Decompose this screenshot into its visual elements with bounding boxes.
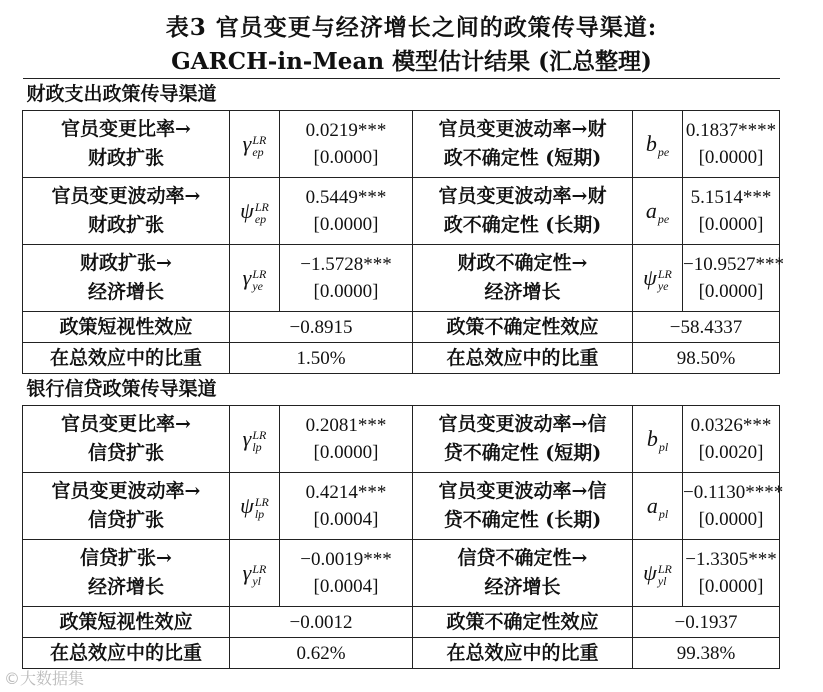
- symbol-base: γ: [242, 264, 252, 290]
- symbol-base: γ: [242, 130, 252, 156]
- symbol-subscript: ep: [252, 145, 264, 160]
- share-left-value: 0.62%: [230, 638, 413, 669]
- effect-left-label: 政策短视性效应: [23, 607, 230, 638]
- section-heading: 财政支出政策传导渠道: [23, 79, 780, 111]
- table-row: [23, 540, 780, 607]
- left-channel-label-line2: 信贷扩张: [87, 442, 164, 464]
- right-estimate-line1: 0.1837****: [685, 120, 777, 141]
- left-channel-label: [23, 245, 230, 312]
- symbol-superscript: LR: [657, 267, 672, 282]
- right-estimate: [683, 406, 780, 473]
- left-estimate-line2: [0.0004]: [313, 576, 379, 597]
- right-channel-label-line2: 经济增长: [484, 576, 561, 598]
- left-estimate: [280, 406, 413, 473]
- left-parameter-symbol: [230, 473, 280, 540]
- left-estimate-line2: [0.0000]: [313, 147, 379, 168]
- right-estimate-line2: [0.0020]: [698, 442, 764, 463]
- right-estimate-line2: [0.0000]: [698, 281, 764, 302]
- share-right-value: 98.50%: [633, 343, 780, 374]
- right-estimate-line1: −10.9527***: [683, 254, 784, 275]
- left-parameter-symbol: [230, 540, 280, 607]
- left-parameter-symbol: [230, 406, 280, 473]
- symbol-base: b: [646, 425, 658, 451]
- symbol-subscript: ye: [657, 279, 669, 294]
- left-channel-label-line1: 官员变更波动率→: [51, 480, 201, 502]
- left-channel-label: [23, 406, 230, 473]
- table-row: [23, 178, 780, 245]
- right-channel-label-line1: 官员变更波动率→信: [438, 480, 607, 502]
- right-parameter-symbol: [633, 473, 683, 540]
- effect-right-value: −58.4337: [633, 312, 780, 343]
- symbol-base: ψ: [240, 492, 254, 518]
- right-channel-label-line2: 经济增长: [484, 281, 561, 303]
- table-row: [23, 406, 780, 473]
- share-row: [23, 638, 780, 669]
- right-parameter-symbol: [633, 178, 683, 245]
- effect-right-value: −0.1937: [633, 607, 780, 638]
- right-estimate-line2: [0.0000]: [698, 214, 764, 235]
- right-parameter-symbol: [633, 245, 683, 312]
- symbol-base: b: [645, 130, 657, 156]
- left-channel-label-line1: 信贷扩张→: [80, 547, 172, 569]
- left-channel-label: [23, 111, 230, 178]
- symbol-subscript: pe: [657, 212, 670, 227]
- share-left-value: 1.50%: [230, 343, 413, 374]
- left-estimate-line2: [0.0000]: [313, 214, 379, 235]
- symbol-base: ψ: [643, 559, 657, 585]
- right-estimate-line1: −1.3305***: [685, 549, 777, 570]
- right-channel-label-line1: 信贷不确定性→: [457, 547, 588, 569]
- right-channel-label-line2: 政不确定性 (长期): [443, 214, 602, 236]
- right-estimate: [683, 245, 784, 312]
- right-channel-label: [413, 473, 633, 540]
- left-channel-label: [23, 178, 230, 245]
- left-estimate-line1: −1.5728***: [300, 254, 392, 275]
- left-channel-label-line1: 官员变更波动率→: [51, 185, 201, 207]
- right-estimate-line1: 0.0326***: [690, 415, 772, 436]
- symbol-base: a: [645, 197, 657, 223]
- right-estimate-line1: −0.1130****: [683, 482, 784, 503]
- right-estimate-line1: 5.1514***: [690, 187, 772, 208]
- results-table: [22, 78, 784, 669]
- right-parameter-symbol: [633, 540, 683, 607]
- right-estimate-line2: [0.0000]: [698, 509, 764, 530]
- symbol-superscript: LR: [252, 133, 267, 148]
- symbol-subscript: ep: [254, 212, 267, 227]
- left-channel-label-line2: 经济增长: [87, 281, 164, 303]
- right-channel-label-line1: 官员变更波动率→信: [438, 413, 607, 435]
- symbol-superscript: LR: [252, 428, 267, 443]
- table-title-line2: GARCH-in-Mean 模型估计结果 (汇总整理): [171, 48, 652, 75]
- left-channel-label-line1: 官员变更比率→: [61, 118, 191, 140]
- right-channel-label-line1: 财政不确定性→: [457, 252, 588, 274]
- effect-left-value: −0.8915: [230, 312, 413, 343]
- right-channel-label-line2: 政不确定性 (短期): [443, 147, 602, 169]
- left-channel-label: [23, 473, 230, 540]
- left-parameter-symbol: [230, 245, 280, 312]
- right-channel-label-line2: 贷不确定性 (长期): [443, 509, 602, 531]
- left-channel-label: [23, 540, 230, 607]
- left-estimate: [280, 473, 413, 540]
- share-left-label: 在总效应中的比重: [23, 343, 230, 374]
- right-parameter-symbol: [633, 406, 683, 473]
- effect-right-label: 政策不确定性效应: [413, 312, 633, 343]
- table-row: [23, 473, 780, 540]
- effect-right-label: 政策不确定性效应: [413, 607, 633, 638]
- symbol-superscript: LR: [254, 495, 269, 510]
- left-channel-label-line2: 信贷扩张: [87, 509, 164, 531]
- symbol-subscript: pl: [658, 440, 669, 455]
- symbol-subscript: lp: [254, 507, 265, 522]
- right-channel-label-line1: 官员变更波动率→财: [438, 185, 607, 207]
- section-heading-row: [23, 79, 780, 111]
- left-parameter-symbol: [230, 178, 280, 245]
- right-channel-label-line2: 贷不确定性 (短期): [443, 442, 602, 464]
- left-channel-label-line1: 财政扩张→: [80, 252, 172, 274]
- symbol-base: γ: [242, 425, 252, 451]
- right-channel-label: [413, 111, 633, 178]
- table-row: [23, 111, 780, 178]
- symbol-subscript: ye: [252, 279, 263, 294]
- effect-left-value: −0.0012: [230, 607, 413, 638]
- left-channel-label-line2: 财政扩张: [87, 147, 164, 169]
- left-estimate-line1: 0.4214***: [305, 482, 387, 503]
- left-channel-label-line2: 经济增长: [87, 576, 164, 598]
- left-estimate: [280, 540, 413, 607]
- left-estimate-line1: 0.5449***: [305, 187, 387, 208]
- table-title-line1: 表3 官员变更与经济增长之间的政策传导渠道:: [165, 14, 658, 41]
- share-row: [23, 343, 780, 374]
- right-channel-label: [413, 245, 633, 312]
- effect-row: [23, 312, 780, 343]
- table-row: [23, 245, 780, 312]
- left-estimate-line2: [0.0000]: [313, 442, 379, 463]
- right-estimate: [683, 540, 780, 607]
- symbol-base: a: [646, 492, 658, 518]
- right-channel-label-line1: 官员变更波动率→财: [438, 118, 607, 140]
- left-estimate: [280, 178, 413, 245]
- right-channel-label: [413, 406, 633, 473]
- right-estimate: [683, 178, 780, 245]
- symbol-subscript: pl: [658, 507, 669, 522]
- effect-left-label: 政策短视性效应: [23, 312, 230, 343]
- right-channel-label: [413, 178, 633, 245]
- section-heading-row: [23, 374, 780, 406]
- symbol-subscript: pe: [657, 145, 670, 160]
- right-estimate-line2: [0.0000]: [698, 147, 764, 168]
- left-channel-label-line1: 官员变更比率→: [61, 413, 191, 435]
- share-right-value: 99.38%: [633, 638, 780, 669]
- results-table-container: [22, 78, 784, 666]
- symbol-base: ψ: [240, 197, 254, 223]
- left-parameter-symbol: [230, 111, 280, 178]
- right-channel-label: [413, 540, 633, 607]
- right-estimate: [683, 473, 784, 540]
- left-estimate-line1: 0.2081***: [305, 415, 387, 436]
- symbol-superscript: LR: [254, 200, 269, 215]
- symbol-superscript: LR: [657, 562, 672, 577]
- effect-row: [23, 607, 780, 638]
- symbol-subscript: lp: [252, 440, 262, 455]
- symbol-base: ψ: [643, 264, 657, 290]
- watermark-text: ©大数据集: [4, 669, 85, 688]
- left-estimate-line1: −0.0019***: [300, 549, 392, 570]
- symbol-subscript: yl: [252, 574, 261, 589]
- right-estimate: [683, 111, 780, 178]
- share-right-label: 在总效应中的比重: [413, 343, 633, 374]
- symbol-superscript: LR: [252, 562, 267, 577]
- left-estimate-line2: [0.0004]: [313, 509, 379, 530]
- right-parameter-symbol: [633, 111, 683, 178]
- left-estimate: [280, 245, 413, 312]
- share-right-label: 在总效应中的比重: [413, 638, 633, 669]
- left-estimate-line2: [0.0000]: [313, 281, 379, 302]
- left-estimate: [280, 111, 413, 178]
- symbol-subscript: yl: [657, 574, 667, 589]
- symbol-superscript: LR: [252, 267, 267, 282]
- share-left-label: 在总效应中的比重: [23, 638, 230, 669]
- left-estimate-line1: 0.0219***: [305, 120, 387, 141]
- symbol-base: γ: [242, 559, 252, 585]
- right-estimate-line2: [0.0000]: [698, 576, 764, 597]
- left-channel-label-line2: 财政扩张: [87, 214, 164, 236]
- section-heading: 银行信贷政策传导渠道: [23, 374, 780, 406]
